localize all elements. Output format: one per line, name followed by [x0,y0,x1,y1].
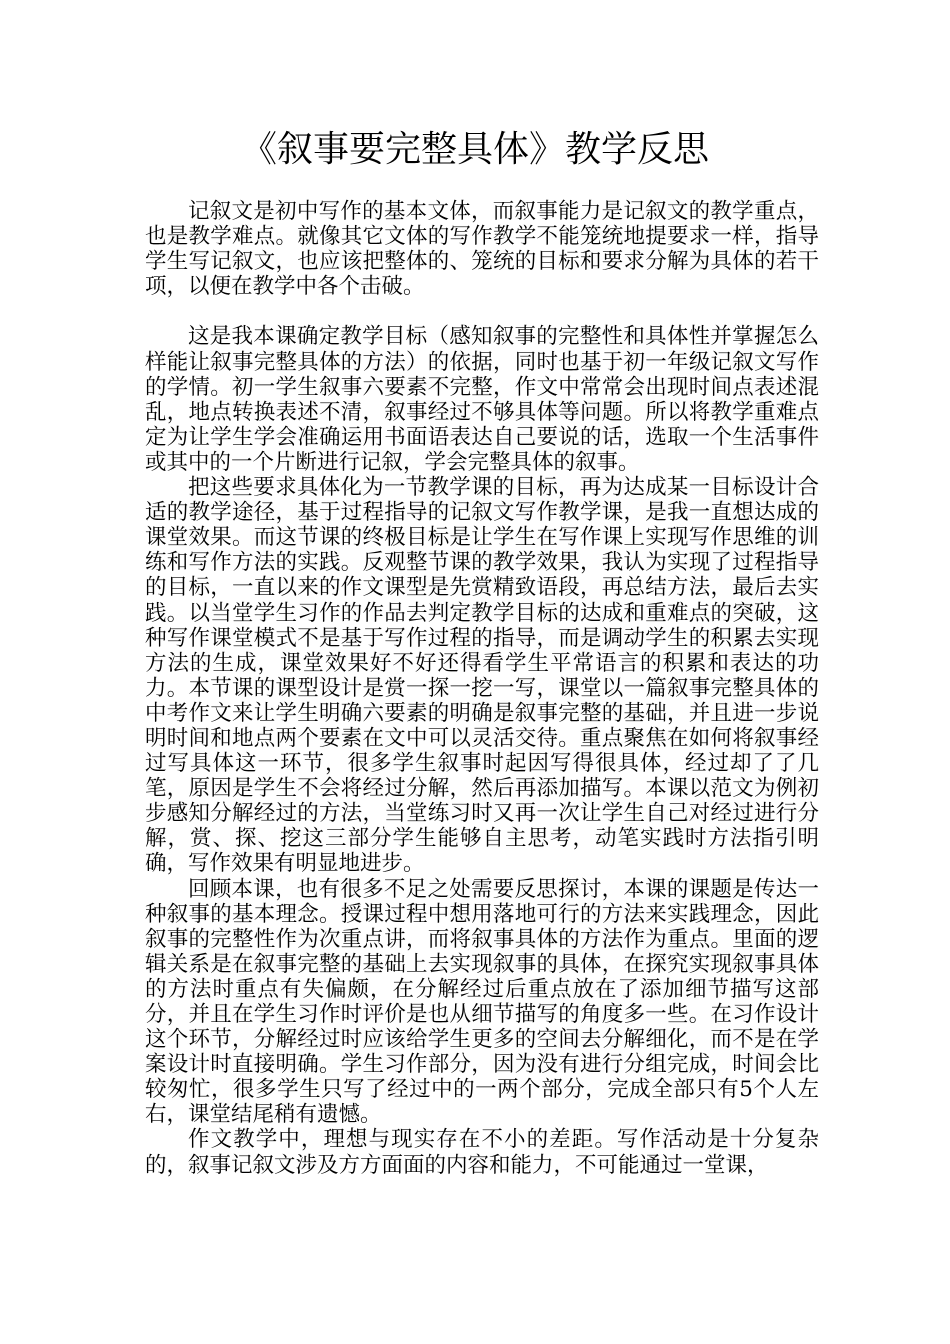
paragraph-spacer [145,299,819,324]
document-title: 《叙事要完整具体》教学反思 [240,129,709,170]
document-body [145,199,819,1178]
paragraph-3: 把这些要求具体化为一节教学课的目标，再为达成某一目标设计合适的教学途径，基于过程指导的记叙文写作教学课，是我一直想达成的课堂效果。而这节课的终极目标是让学生在写作课上实现写作思维的训练和写作方法的实践。反观整节课的教学效果，我认为实现了过程指导的目标，一直以来的作文课型是先赏精致语段，再总结方法，最后去实践。以当堂学生习作的作品去判定教学目标的达成和重难点的突破，这种写作课堂模式不是基于写作过程的指导，而是调动学生的积累去实现方法的生成，课堂效果好不好还得看学生平常语言的积累和表达的功力。本节课的课型设计是赏一探一挖一写，课堂以一篇叙事完整具体的中考作文来让学生明确六要素的明确是叙事完整的基础，并且进一步说明时间和地点两个要素在文中可以灵活交待。重点聚焦在如何将叙事经过写具体这一环节，很多学生叙事时起因写得很具体，经过却了了几笔，原因是学生不会将经过分解，然后再添加描写。本课以范文为例初步感知分解经过的方法，当堂练习时又再一次让学生自己对经过进行分解，赏、探、挖这三部分学生能够自主思考，动笔实践时方法指引明确，写作效果有明显地进步。 [145,475,819,877]
paragraph-4: 回顾本课，也有很多不足之处需要反思探讨，本课的课题是传达一种叙事的基本理念。授课过程中想用落地可行的方法来实践理念，因此叙事的完整性作为次重点讲，而将叙事具体的方法作为重点。里面的逻辑关系是在叙事完整的基础上去实现叙事的具体，在探究实现叙事具体的方法时重点有失偏颇，在分解经过后重点放在了添加细节描写这部分，并且在学生习作时评价是也从细节描写的角度多一些。在习作设计这个环节，分解经过时应该给学生更多的空间去分解细化，而不是在学案设计时直接明确。学生习作部分，因为没有进行分组完成，时间会比较匆忙，很多学生只写了经过中的一两个部分，完成全部只有5个人左右，课堂结尾稍有遗憾。 [145,876,819,1128]
paragraph-5: 作文教学中，理想与现实存在不小的差距。写作活动是十分复杂的，叙事记叙文涉及方方面面的内容和能力，不可能通过一堂课， [145,1127,819,1178]
paragraph-2: 这是我本课确定教学目标（感知叙事的完整性和具体性并掌握怎么样能让叙事完整具体的方法）的依据，同时也基于初一年级记叙文写作的学情。初一学生叙事六要素不完整，作文中常常会出现时间点表述混乱，地点转换表述不清，叙事经过不够具体等问题。所以将教学重难点定为让学生学会准确运用书面语表达自己要说的话，选取一个生活事件或其中的一个片断进行记叙，学会完整具体的叙事。 [145,324,819,475]
paragraph-1: 记叙文是初中写作的基本文体，而叙事能力是记叙文的教学重点，也是教学难点。就像其它文体的写作教学不能笼统地提要求一样，指导学生写记叙文，也应该把整体的、笼统的目标和要求分解为具体的若干项，以便在教学中各个击破。 [145,199,819,300]
